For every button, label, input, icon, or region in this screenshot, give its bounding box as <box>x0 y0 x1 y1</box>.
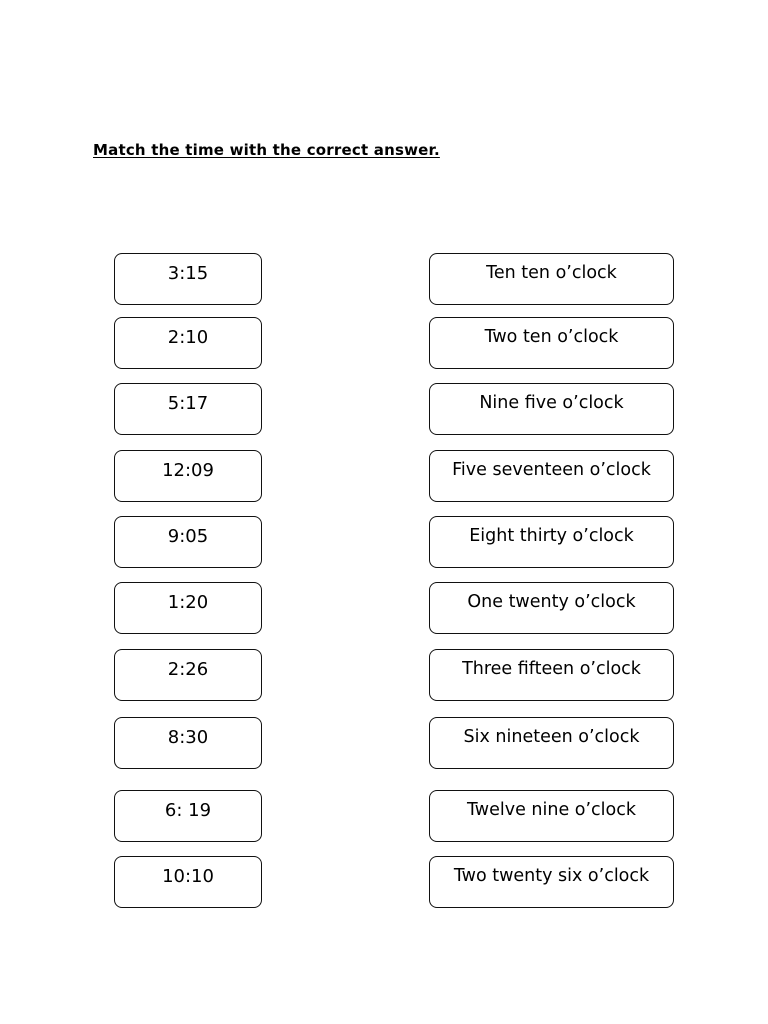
answer-box[interactable]: One twenty o’clock <box>429 582 674 634</box>
answer-box[interactable]: Twelve nine o’clock <box>429 790 674 842</box>
worksheet-instruction: Match the time with the correct answer. <box>93 141 440 159</box>
time-box[interactable]: 2:10 <box>114 317 262 369</box>
time-box[interactable]: 1:20 <box>114 582 262 634</box>
answer-box[interactable]: Five seventeen o’clock <box>429 450 674 502</box>
answer-box[interactable]: Eight thirty o’clock <box>429 516 674 568</box>
answer-box[interactable]: Two ten o’clock <box>429 317 674 369</box>
answer-box[interactable]: Three fifteen o’clock <box>429 649 674 701</box>
time-box[interactable]: 10:10 <box>114 856 262 908</box>
time-box[interactable]: 9:05 <box>114 516 262 568</box>
time-box[interactable]: 12:09 <box>114 450 262 502</box>
time-box[interactable]: 5:17 <box>114 383 262 435</box>
time-box[interactable]: 8:30 <box>114 717 262 769</box>
answer-box[interactable]: Six nineteen o’clock <box>429 717 674 769</box>
time-box[interactable]: 3:15 <box>114 253 262 305</box>
time-box[interactable]: 6: 19 <box>114 790 262 842</box>
answer-box[interactable]: Two twenty six o’clock <box>429 856 674 908</box>
answer-box[interactable]: Ten ten o’clock <box>429 253 674 305</box>
answer-box[interactable]: Nine five o’clock <box>429 383 674 435</box>
time-box[interactable]: 2:26 <box>114 649 262 701</box>
